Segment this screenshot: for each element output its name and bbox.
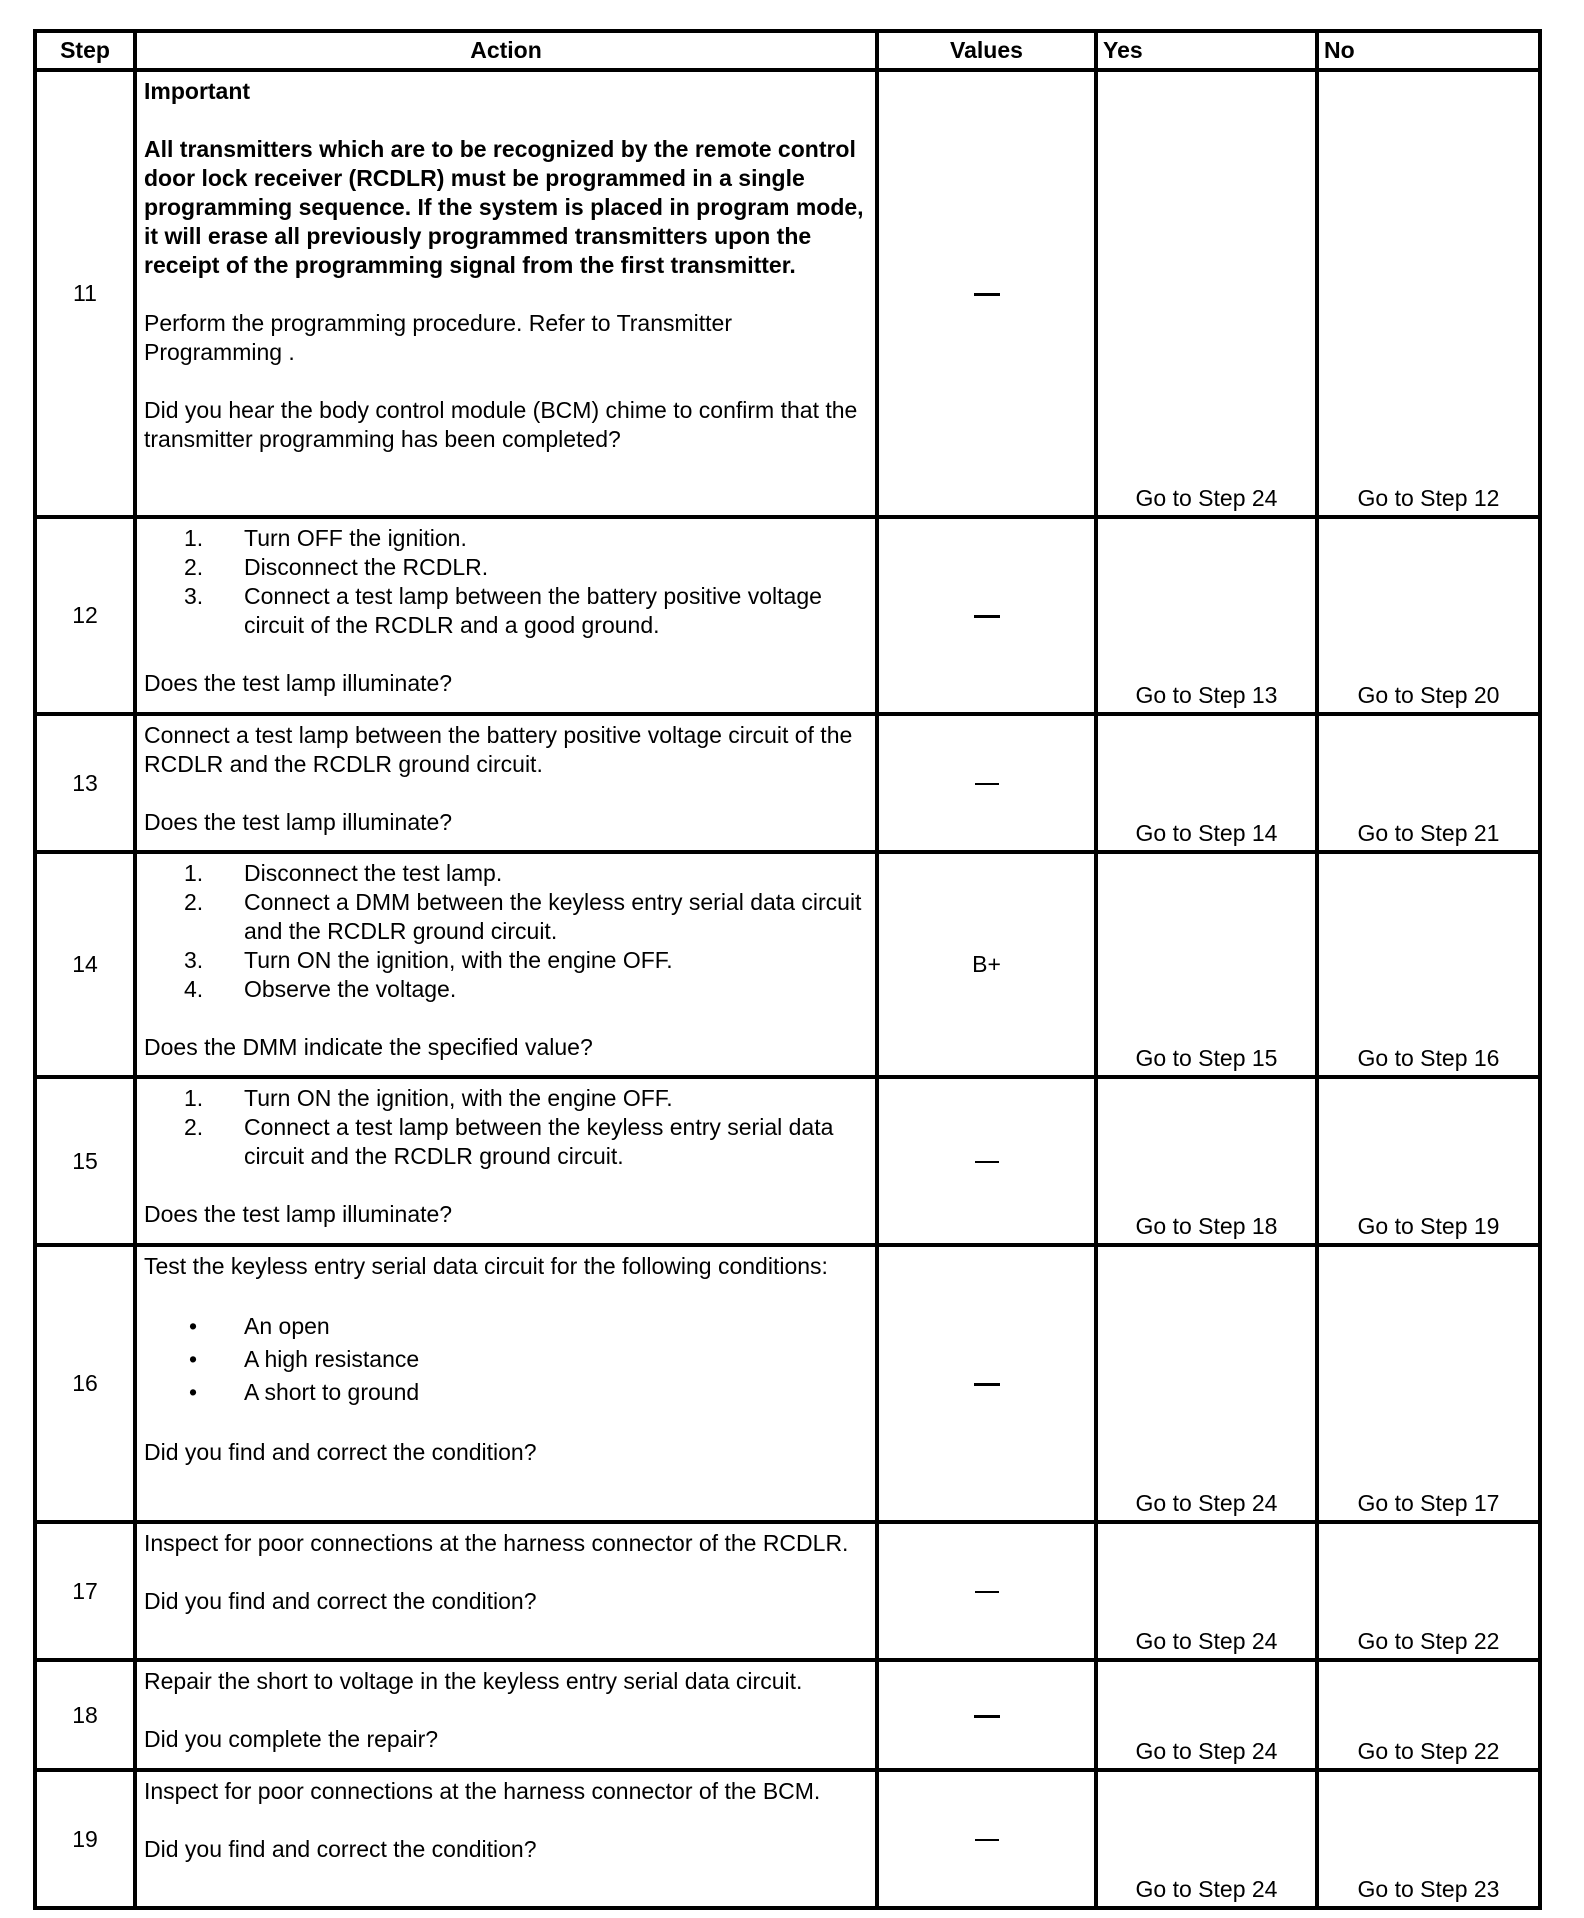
- step-number: 14: [35, 852, 135, 1077]
- instruction-text: Perform the programming procedure. Refer to Transmitter Programming .: [144, 310, 733, 365]
- step-number: 19: [35, 1770, 135, 1908]
- question-text: Does the test lamp illuminate?: [144, 809, 453, 835]
- action-cell: [135, 1660, 877, 1770]
- list-item: Turn ON the ignition, with the engine OFF.: [244, 1085, 673, 1111]
- table-row: [35, 517, 1540, 714]
- yes-link[interactable]: Go to Step 24: [1096, 1660, 1317, 1770]
- question-text: Did you hear the body control module (BCM) chime to confirm that the transmitter programming has been completed?: [144, 397, 858, 452]
- question-text: Does the test lamp illuminate?: [144, 1201, 453, 1227]
- step-number: 16: [35, 1245, 135, 1522]
- yes-link[interactable]: Go to Step 13: [1096, 517, 1317, 714]
- table-row: [35, 1660, 1540, 1770]
- procedure-list: [144, 1084, 867, 1171]
- header-step: Step: [35, 31, 135, 70]
- table-row: [35, 852, 1540, 1077]
- step-number: 17: [35, 1522, 135, 1660]
- list-item: Turn OFF the ignition.: [244, 525, 467, 551]
- instruction-text: Test the keyless entry serial data circuit for the following conditions:: [144, 1253, 828, 1279]
- table-row: [35, 70, 1540, 517]
- list-item: Connect a test lamp between the battery positive voltage circuit of the RCDLR and a good ground.: [244, 583, 822, 638]
- action-cell: [135, 852, 877, 1077]
- no-link[interactable]: Go to Step 22: [1317, 1522, 1540, 1660]
- procedure-list: [144, 859, 867, 1004]
- no-link[interactable]: Go to Step 17: [1317, 1245, 1540, 1522]
- values-cell: [877, 70, 1096, 517]
- values-cell: [877, 1245, 1096, 1522]
- table-row: [35, 1770, 1540, 1908]
- action-cell: [135, 1077, 877, 1245]
- header-yes: Yes: [1096, 31, 1317, 70]
- question-text: Did you find and correct the condition?: [144, 1588, 537, 1614]
- yes-link[interactable]: Go to Step 24: [1096, 1770, 1317, 1908]
- value-dash: [974, 293, 1000, 296]
- value-dash: [975, 1161, 999, 1163]
- step-number: 15: [35, 1077, 135, 1245]
- values-cell: B+: [877, 852, 1096, 1077]
- important-text: All transmitters which are to be recognized by the remote control door lock receiver (RCDLR) must be programmed in a single programming sequence. If the system is placed in program mode, it will erase all previously programmed transmitters upon the receipt of the programming signal from the first transmitter.: [144, 136, 864, 278]
- no-link[interactable]: Go to Step 21: [1317, 714, 1540, 852]
- value-dash: [974, 1383, 1000, 1386]
- values-cell: [877, 1660, 1096, 1770]
- header-no: No: [1317, 31, 1540, 70]
- instruction-text: Inspect for poor connections at the harness connector of the BCM.: [144, 1778, 821, 1804]
- action-cell: [135, 1522, 877, 1660]
- instruction-text: Repair the short to voltage in the keyless entry serial data circuit.: [144, 1668, 803, 1694]
- important-title: Important: [144, 78, 251, 104]
- header-row: [35, 31, 1540, 70]
- no-link[interactable]: Go to Step 23: [1317, 1770, 1540, 1908]
- list-item: Disconnect the test lamp.: [244, 860, 503, 886]
- values-cell: [877, 1522, 1096, 1660]
- condition-list: [144, 1310, 867, 1409]
- table-row: [35, 1522, 1540, 1660]
- values-cell: [877, 1770, 1096, 1908]
- yes-link[interactable]: Go to Step 15: [1096, 852, 1317, 1077]
- list-item: • A high resistance: [244, 1343, 867, 1376]
- step-number: 13: [35, 714, 135, 852]
- values-cell: [877, 1077, 1096, 1245]
- list-item: Connect a test lamp between the keyless entry serial data circuit and the RCDLR ground circuit.: [244, 1114, 834, 1169]
- no-link[interactable]: Go to Step 16: [1317, 852, 1540, 1077]
- action-cell: [135, 1770, 877, 1908]
- values-cell: [877, 714, 1096, 852]
- action-cell: [135, 714, 877, 852]
- question-text: Does the test lamp illuminate?: [144, 670, 453, 696]
- yes-link[interactable]: Go to Step 18: [1096, 1077, 1317, 1245]
- instruction-text: Inspect for poor connections at the harness connector of the RCDLR.: [144, 1530, 849, 1556]
- values-cell: [877, 517, 1096, 714]
- no-link[interactable]: Go to Step 19: [1317, 1077, 1540, 1245]
- value-dash: [974, 1715, 1000, 1718]
- no-link[interactable]: Go to Step 22: [1317, 1660, 1540, 1770]
- step-number: 12: [35, 517, 135, 714]
- list-item: Connect a DMM between the keyless entry serial data circuit and the RCDLR ground circuit.: [244, 889, 862, 944]
- list-item: Observe the voltage.: [244, 976, 457, 1002]
- yes-link[interactable]: Go to Step 24: [1096, 70, 1317, 517]
- value-dash: [975, 1839, 999, 1841]
- question-text: Did you complete the repair?: [144, 1726, 439, 1752]
- diagnostic-table: [33, 29, 1542, 1910]
- step-number: 18: [35, 1660, 135, 1770]
- question-text: Did you find and correct the condition?: [144, 1439, 537, 1465]
- value-dash: [975, 1591, 999, 1593]
- step-number: 11: [35, 70, 135, 517]
- table-row: [35, 1077, 1540, 1245]
- table-row: [35, 714, 1540, 852]
- no-link[interactable]: Go to Step 20: [1317, 517, 1540, 714]
- list-item: Turn ON the ignition, with the engine OFF.: [244, 947, 673, 973]
- header-action: Action: [135, 31, 877, 70]
- list-item: • An open: [244, 1310, 867, 1343]
- yes-link[interactable]: Go to Step 24: [1096, 1245, 1317, 1522]
- list-item: Disconnect the RCDLR.: [244, 554, 489, 580]
- question-text: Does the DMM indicate the specified value?: [144, 1034, 593, 1060]
- action-cell: [135, 517, 877, 714]
- header-values: Values: [877, 31, 1096, 70]
- value-dash: [974, 615, 1000, 618]
- table-row: [35, 1245, 1540, 1522]
- yes-link[interactable]: Go to Step 14: [1096, 714, 1317, 852]
- list-item: • A short to ground: [244, 1376, 867, 1409]
- action-cell: [135, 70, 877, 517]
- procedure-list: [144, 524, 867, 640]
- no-link[interactable]: Go to Step 12: [1317, 70, 1540, 517]
- yes-link[interactable]: Go to Step 24: [1096, 1522, 1317, 1660]
- action-cell: [135, 1245, 877, 1522]
- question-text: Did you find and correct the condition?: [144, 1836, 537, 1862]
- value-dash: [975, 783, 999, 785]
- instruction-text: Connect a test lamp between the battery positive voltage circuit of the RCDLR and the RCDLR ground circuit.: [144, 722, 853, 777]
